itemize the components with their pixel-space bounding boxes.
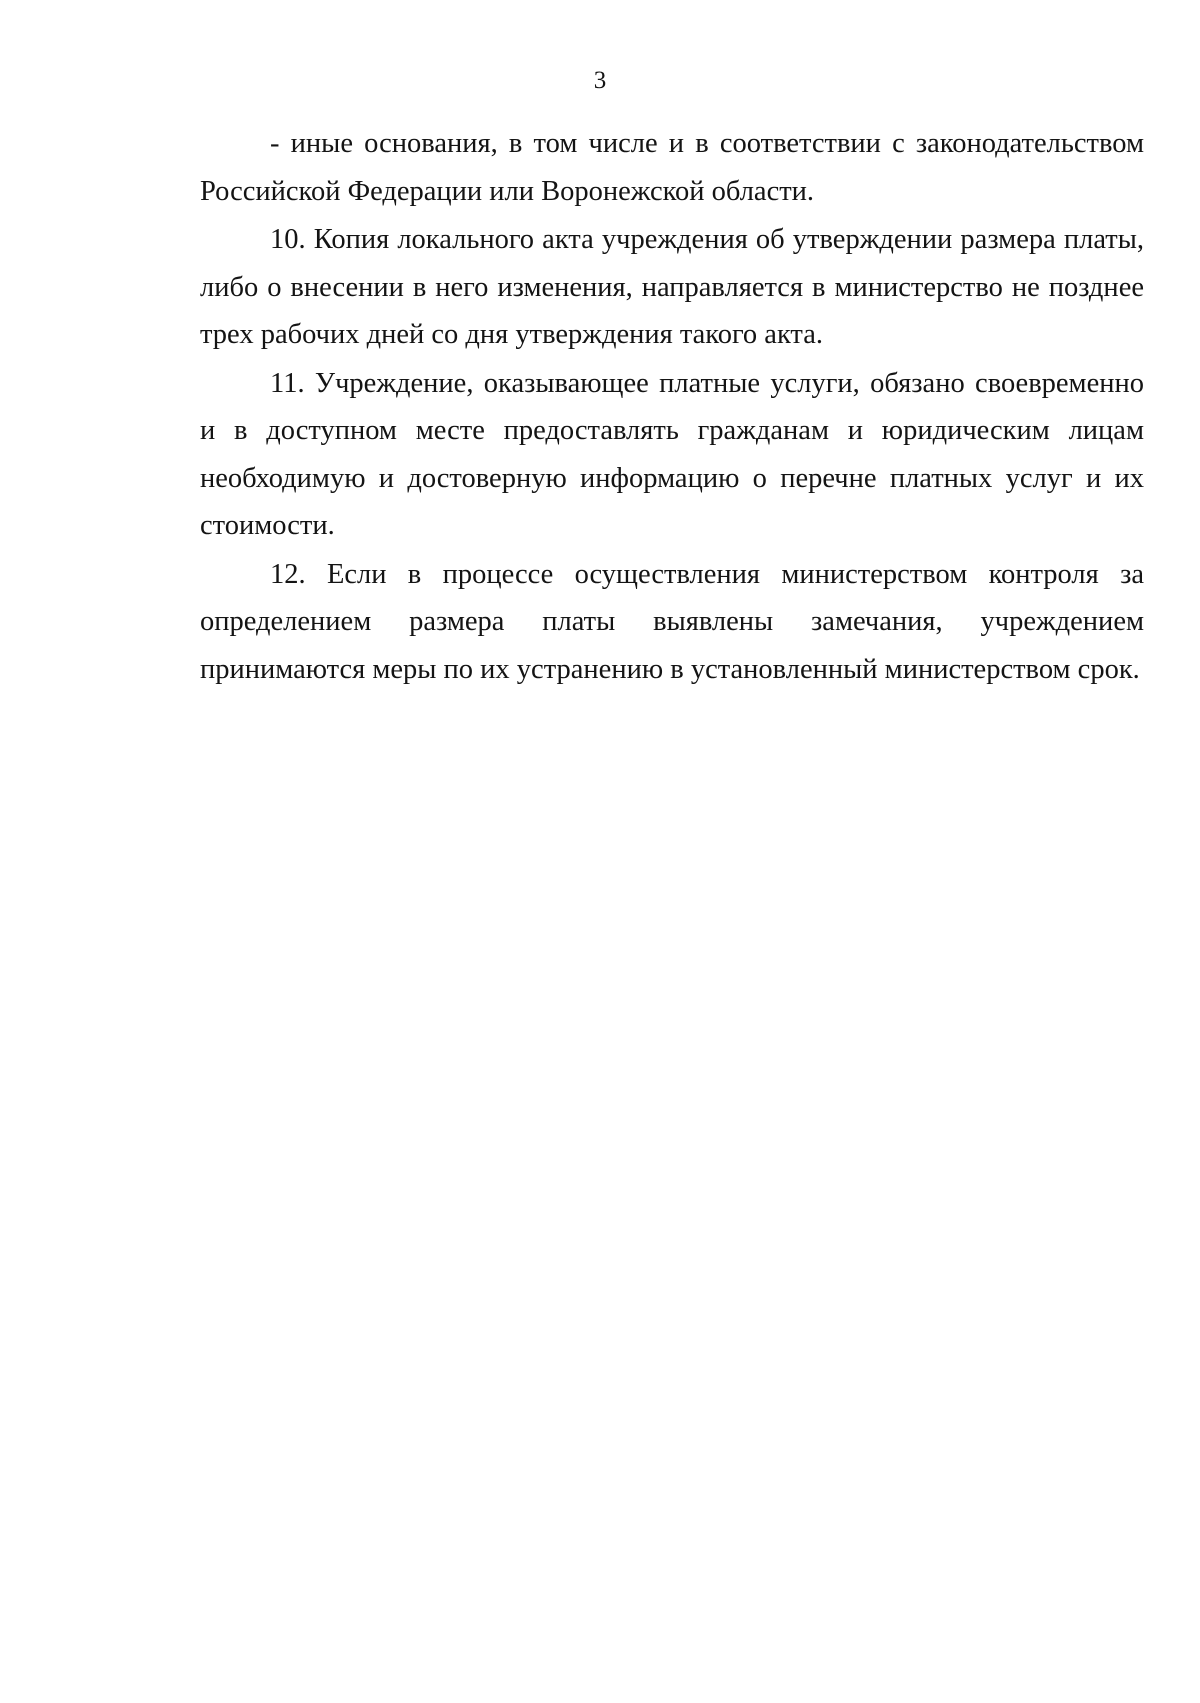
- page-number: 3: [593, 67, 607, 94]
- document-body: [200, 120, 1144, 693]
- paragraph-11: 11. Учреждение, оказывающее платные услуги, обязано своевременно и в доступном месте предоставлять гражданам и юридическим лицам необходимую и достоверную информацию о перечне платных услуг и их стоимости.: [200, 367, 1144, 541]
- paragraph-other-grounds: - иные основания, в том числе и в соответствии с законодательством Российской Федерации или Воронежской области.: [200, 128, 1144, 207]
- paragraph-10: 10. Копия локального акта учреждения об утверждении размера платы, либо о внесении в него изменения, направляется в министерство не позднее трех рабочих дней со дня утверждения такого акта.: [200, 224, 1144, 350]
- paragraph-12: 12. Если в процессе осуществления министерством контроля за определением размера платы выявлены замечания, учреждением принимаются меры по их устранению в установленный министерством срок.: [200, 558, 1144, 685]
